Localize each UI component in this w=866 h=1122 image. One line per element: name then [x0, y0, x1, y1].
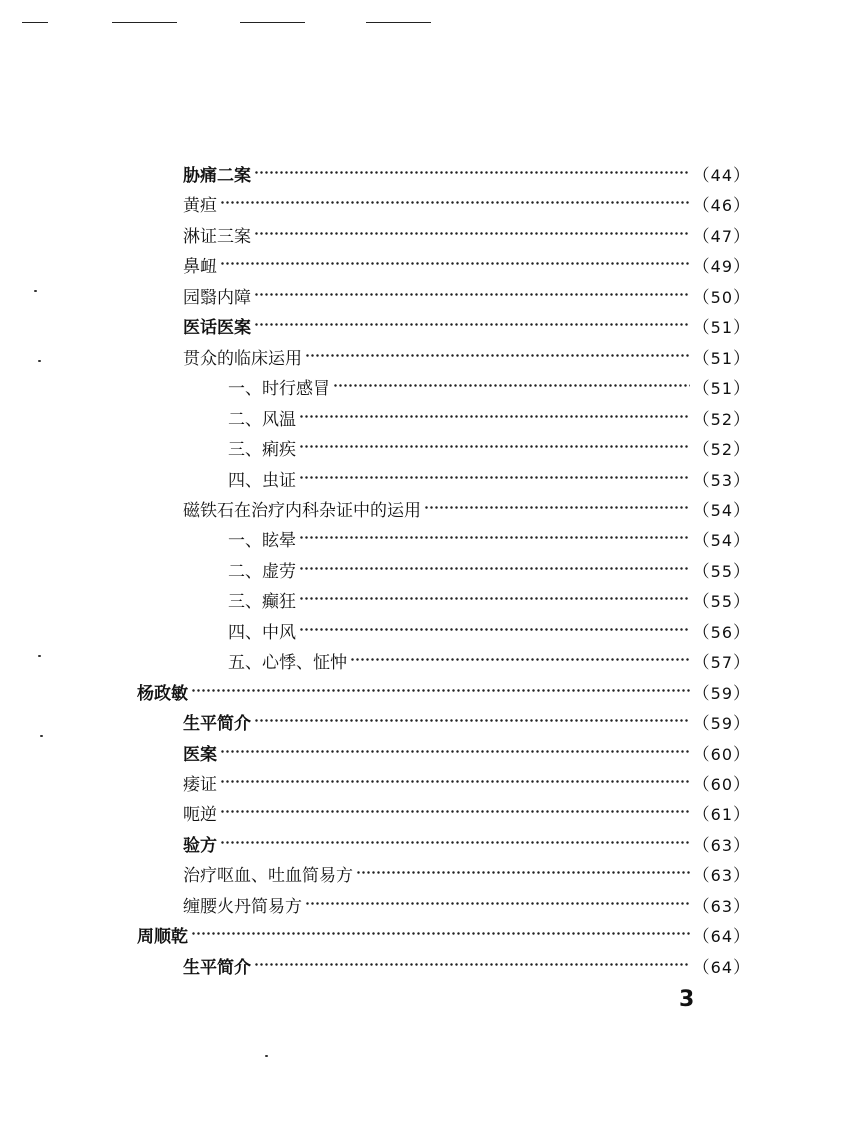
paren-close: ） — [733, 713, 751, 734]
paren-close: ） — [733, 591, 751, 612]
toc-entry-title: 生平简介 — [183, 957, 251, 978]
scan-speck — [34, 290, 37, 292]
toc-entry-page — [693, 679, 751, 704]
dot-leader — [299, 594, 690, 604]
page-ref: 44 — [710, 165, 733, 185]
toc-entry[interactable] — [228, 615, 751, 645]
paren-close: ） — [733, 195, 751, 216]
page-ref: 47 — [710, 226, 733, 246]
paren-open: （ — [692, 591, 711, 612]
paren-open: （ — [692, 317, 711, 338]
page-ref: 52 — [710, 409, 733, 429]
toc-entry-page — [693, 435, 751, 460]
page-ref: 56 — [710, 622, 733, 642]
toc-entry-page — [693, 496, 751, 521]
dot-leader — [356, 868, 690, 878]
toc-entry-page — [693, 466, 751, 491]
paren-close: ） — [733, 561, 751, 582]
paren-open: （ — [692, 683, 711, 704]
dot-leader — [299, 473, 690, 483]
scan-speck — [265, 1055, 268, 1057]
header-rule — [112, 22, 177, 23]
dot-leader — [254, 320, 690, 330]
toc-entry[interactable] — [228, 371, 751, 401]
paren-open: （ — [692, 652, 711, 673]
toc-entry-page — [693, 648, 751, 673]
header-rule — [366, 22, 431, 23]
paren-close: ） — [733, 774, 751, 795]
toc-entry[interactable] — [183, 858, 751, 888]
dot-leader — [299, 412, 690, 422]
paren-close: ） — [733, 896, 751, 917]
paren-close: ） — [733, 926, 751, 947]
dot-leader — [220, 198, 690, 208]
toc-entry-page — [693, 800, 751, 825]
paren-close: ） — [733, 500, 751, 521]
paren-open: （ — [692, 165, 711, 186]
paren-open: （ — [692, 409, 711, 430]
toc-entry-title: 黄疸 — [183, 195, 217, 216]
toc-entry-title: 鼻衄 — [183, 256, 217, 277]
dot-leader — [299, 564, 690, 574]
page-ref: 50 — [710, 287, 733, 307]
toc-entry[interactable] — [183, 950, 751, 980]
paren-close: ） — [733, 865, 751, 886]
toc-entry-page — [693, 161, 751, 186]
toc-entry[interactable] — [228, 554, 751, 584]
page-ref: 53 — [710, 470, 733, 490]
toc-entry-title: 贯众的临床运用 — [183, 348, 302, 369]
paren-open: （ — [692, 926, 711, 947]
page-ref: 60 — [710, 744, 733, 764]
dot-leader — [220, 807, 690, 817]
toc-entry[interactable] — [183, 341, 751, 371]
paren-open: （ — [692, 804, 711, 825]
toc-entry[interactable] — [183, 249, 751, 279]
paren-close: ） — [733, 409, 751, 430]
toc-entry-title: 一、眩晕 — [228, 530, 296, 551]
toc-entry-title: 园翳内障 — [183, 287, 251, 308]
toc-entry-page — [693, 831, 751, 856]
dot-leader — [299, 442, 690, 452]
paren-open: （ — [692, 896, 711, 917]
toc-entry-title: 验方 — [183, 835, 217, 856]
paren-open: （ — [692, 500, 711, 521]
toc-entry[interactable] — [183, 158, 751, 188]
toc-entry[interactable] — [183, 797, 751, 827]
toc-entry-page — [693, 374, 751, 399]
paren-close: ） — [733, 470, 751, 491]
dot-leader — [254, 229, 690, 239]
paren-open: （ — [692, 287, 711, 308]
toc-entry-page — [693, 861, 751, 886]
page-ref: 46 — [710, 195, 733, 215]
toc-entry[interactable] — [228, 584, 751, 614]
toc-entry-page — [693, 557, 751, 582]
toc-entry-title: 医话医案 — [183, 317, 251, 338]
dot-leader — [424, 503, 690, 513]
paren-close: ） — [733, 317, 751, 338]
toc-entry-title: 胁痛二案 — [183, 165, 251, 186]
paren-close: ） — [733, 957, 751, 978]
toc-entry[interactable] — [183, 310, 751, 340]
paren-close: ） — [733, 256, 751, 277]
toc-entry-title: 二、风温 — [228, 409, 296, 430]
dot-leader — [299, 625, 690, 635]
dot-leader — [191, 686, 690, 696]
page-ref: 54 — [710, 530, 733, 550]
toc-entry[interactable] — [183, 767, 751, 797]
paren-close: ） — [733, 835, 751, 856]
paren-open: （ — [692, 226, 711, 247]
dot-leader — [254, 290, 690, 300]
toc-entry-title: 周顺乾 — [137, 926, 188, 947]
toc-entry-title: 淋证三案 — [183, 226, 251, 247]
paren-open: （ — [692, 561, 711, 582]
paren-close: ） — [733, 226, 751, 247]
paren-open: （ — [692, 439, 711, 460]
toc-entry-title: 五、心悸、怔忡 — [228, 652, 347, 673]
dot-leader — [305, 351, 690, 361]
toc-entry-page — [693, 953, 751, 978]
header-rule — [22, 22, 48, 23]
toc-entry[interactable] — [183, 188, 751, 218]
toc-entry-title: 呃逆 — [183, 804, 217, 825]
toc-entry[interactable] — [183, 828, 751, 858]
toc-entry-title: 生平简介 — [183, 713, 251, 734]
dot-leader — [220, 838, 690, 848]
dot-leader — [299, 533, 690, 543]
scan-speck — [40, 735, 43, 737]
paren-close: ） — [733, 652, 751, 673]
toc-entry-page — [693, 191, 751, 216]
page-ref: 63 — [710, 896, 733, 916]
toc-entry-page — [693, 405, 751, 430]
toc-entry-page — [693, 770, 751, 795]
paren-close: ） — [733, 378, 751, 399]
paren-close: ） — [733, 165, 751, 186]
page-ref: 51 — [710, 348, 733, 368]
toc-entry-page — [693, 526, 751, 551]
paren-open: （ — [692, 622, 711, 643]
toc-entry[interactable] — [183, 280, 751, 310]
page-ref: 63 — [710, 835, 733, 855]
toc-entry[interactable] — [183, 737, 751, 767]
paren-open: （ — [692, 530, 711, 551]
page-ref: 64 — [710, 926, 733, 946]
page-ref: 51 — [710, 317, 733, 337]
paren-close: ） — [733, 348, 751, 369]
paren-open: （ — [692, 195, 711, 216]
header-rule — [240, 22, 305, 23]
toc-entry[interactable] — [228, 523, 751, 553]
dot-leader — [333, 381, 690, 391]
page-ref: 54 — [710, 500, 733, 520]
toc-entry-title: 二、虚劳 — [228, 561, 296, 582]
paren-open: （ — [692, 865, 711, 886]
paren-close: ） — [733, 744, 751, 765]
toc-entry-title: 四、虫证 — [228, 470, 296, 491]
toc-entry[interactable] — [228, 432, 751, 462]
toc-entry-title: 缠腰火丹简易方 — [183, 896, 302, 917]
paren-open: （ — [692, 256, 711, 277]
paren-open: （ — [692, 713, 711, 734]
toc-entry-page — [693, 587, 751, 612]
paren-close: ） — [733, 287, 751, 308]
toc-entry-title: 三、痢疾 — [228, 439, 296, 460]
page-ref: 51 — [710, 378, 733, 398]
dot-leader — [254, 716, 690, 726]
toc-entry[interactable] — [228, 463, 751, 493]
dot-leader — [350, 655, 690, 665]
toc-entry-page — [693, 222, 751, 247]
toc-entry-title: 治疗呕血、吐血简易方 — [183, 865, 353, 886]
toc-entry[interactable] — [137, 919, 751, 949]
dot-leader — [220, 747, 690, 757]
dot-leader — [220, 259, 690, 269]
toc-entry-title: 一、时行感冒 — [228, 378, 330, 399]
toc-entry-page — [693, 283, 751, 308]
page-ref: 52 — [710, 439, 733, 459]
toc-entry[interactable] — [228, 645, 751, 675]
page-ref: 60 — [710, 774, 733, 794]
toc-entry-page — [693, 740, 751, 765]
page-ref: 61 — [710, 804, 733, 824]
toc-entry-page — [693, 344, 751, 369]
toc-entry-title: 医案 — [183, 744, 217, 765]
dot-leader — [220, 777, 690, 787]
paren-close: ） — [733, 530, 751, 551]
toc-entry-title: 磁铁石在治疗内科杂证中的运用 — [183, 500, 421, 521]
toc-entry-page — [693, 892, 751, 917]
toc-entry[interactable] — [183, 493, 751, 523]
toc-entry[interactable] — [228, 402, 751, 432]
page-number: 3 — [679, 987, 695, 1012]
toc-entry[interactable] — [137, 676, 751, 706]
toc-entry-title: 四、中风 — [228, 622, 296, 643]
dot-leader — [191, 929, 690, 939]
toc-entry[interactable] — [183, 706, 751, 736]
toc-entry-title: 三、癫狂 — [228, 591, 296, 612]
toc-entry-page — [693, 922, 751, 947]
toc-entry-page — [693, 618, 751, 643]
toc-entry[interactable] — [183, 889, 751, 919]
toc-entry-title: 痿证 — [183, 774, 217, 795]
toc-entry-title: 杨政敏 — [137, 683, 188, 704]
page-ref: 64 — [710, 957, 733, 977]
page-ref: 59 — [710, 683, 733, 703]
paren-open: （ — [692, 957, 711, 978]
page-ref: 63 — [710, 865, 733, 885]
paren-open: （ — [692, 348, 711, 369]
toc-entry-page — [693, 252, 751, 277]
paren-close: ） — [733, 683, 751, 704]
scan-speck — [38, 655, 41, 657]
paren-close: ） — [733, 439, 751, 460]
toc-entry[interactable] — [183, 219, 751, 249]
page-ref: 59 — [710, 713, 733, 733]
page-ref: 57 — [710, 652, 733, 672]
paren-open: （ — [692, 835, 711, 856]
toc-entry-page — [693, 313, 751, 338]
page-ref: 55 — [710, 561, 733, 581]
scan-speck — [38, 360, 41, 362]
paren-open: （ — [692, 378, 711, 399]
dot-leader — [254, 960, 690, 970]
paren-close: ） — [733, 804, 751, 825]
dot-leader — [254, 168, 690, 178]
paren-open: （ — [692, 774, 711, 795]
paren-close: ） — [733, 622, 751, 643]
dot-leader — [305, 899, 690, 909]
paren-open: （ — [692, 470, 711, 491]
toc-entry-page — [693, 709, 751, 734]
paren-open: （ — [692, 744, 711, 765]
page-ref: 49 — [710, 256, 733, 276]
page-ref: 55 — [710, 591, 733, 611]
